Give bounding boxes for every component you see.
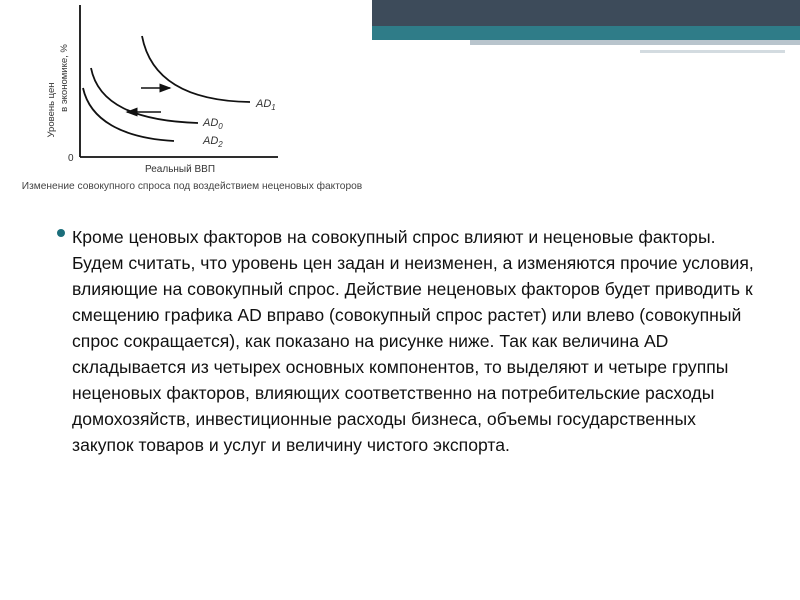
y-axis-label-line1: Уровень цен (46, 82, 57, 138)
bullet-icon (57, 229, 65, 237)
label-ad2: $AD_2$ (203, 135, 223, 149)
header-divider-line (470, 40, 800, 45)
y-axis-label-line2: в экономике, % (59, 44, 70, 112)
header-divider-line-short (640, 50, 785, 53)
curve-ad2 (83, 88, 174, 141)
figure-caption: Изменение совокупного спроса под воздействием неценовых факторов (21, 180, 363, 192)
x-axis-label: Реальный ВВП (145, 164, 215, 175)
label-ad1: $AD_1$ (256, 98, 276, 112)
curve-ad0 (91, 68, 198, 123)
origin-label: 0 (68, 153, 74, 164)
body-paragraph: Кроме ценовых факторов на совокупный спрос влияют и неценовые факторы. Будем считать, что уровень цен задан и неизменен, а изменяются прочие условия, влияющие на совокупный спрос. Действие неценовых факторов будет приводить к смещению графика AD вправо (совокупный спрос растет) или влево (совокупный спрос сокращается), как показано на рисунке ниже. Так как величина AD складывается из четырех основных компонентов, то выделяют и четыре группы неценовых факторов, влияющих соответственно на потребительские расходы домохозяйств, инвестиционные расходы бизнеса, объемы государственных закупок товаров и услуг и величину чистого экспорта. (72, 227, 754, 455)
label-ad0: $AD_0$ (203, 117, 223, 131)
curve-ad1 (142, 36, 250, 102)
aggregate-demand-figure (0, 0, 372, 215)
